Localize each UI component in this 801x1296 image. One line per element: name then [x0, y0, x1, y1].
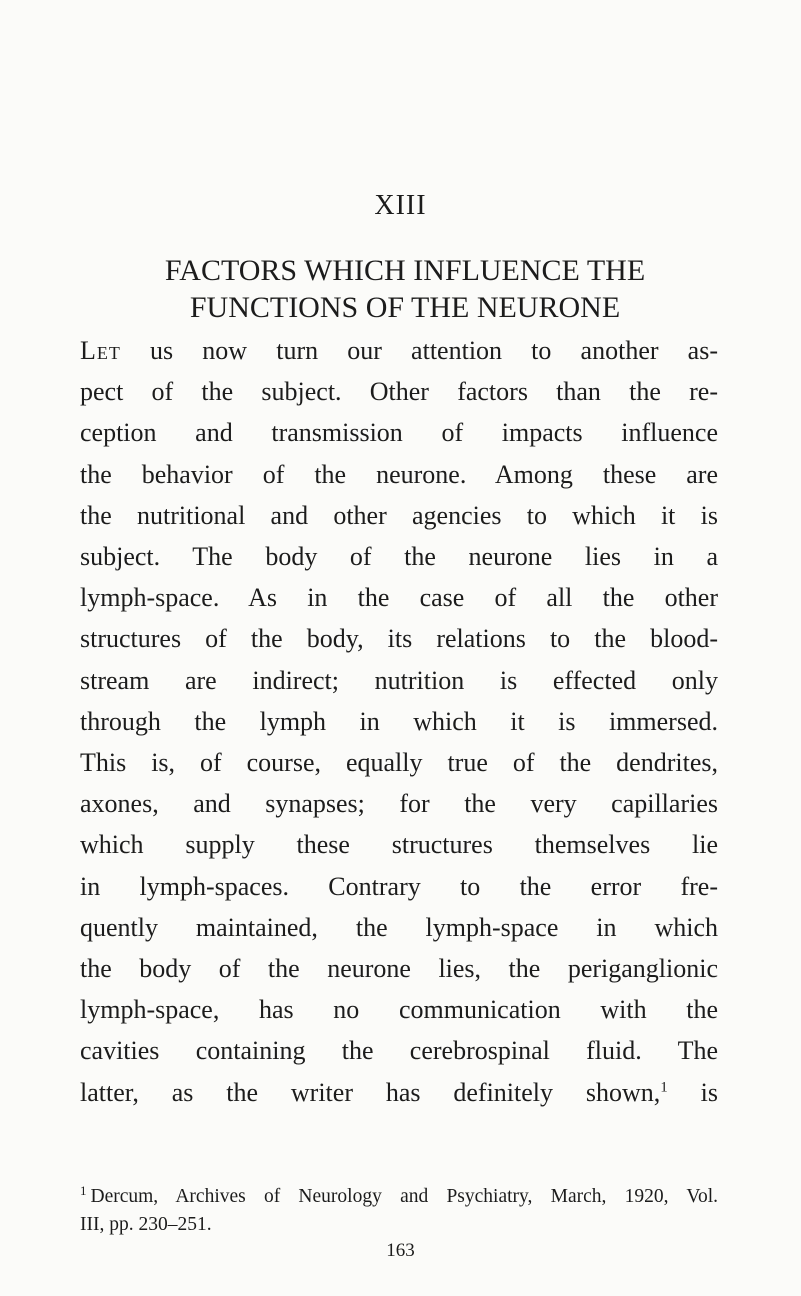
text-line: quently maintained, the lymph-space in which: [80, 912, 718, 942]
text-line: the nutritional and other agencies to which it is: [80, 500, 718, 530]
text-line: Let us now turn our attention to another as-: [80, 336, 718, 365]
text-line: subject. The body of the neurone lies in a: [80, 542, 718, 572]
text-line: This is, of course, equally true of the dendrites,: [80, 748, 718, 778]
footnote-line: $^1$ Dercum, Archives of Neurology and Psychiatry, March, 1920, Vol.: [80, 1182, 718, 1207]
page-number: 163: [386, 1240, 415, 1261]
text-line: in lymph-spaces. Contrary to the error fre-: [80, 871, 718, 901]
text-line: pect of the subject. Other factors than the re-: [80, 377, 718, 407]
text-line: axones, and synapses; for the very capillaries: [80, 789, 718, 819]
text-line: the body of the neurone lies, the periganglionic: [80, 954, 718, 984]
footnote-reference[interactable]: 1: [660, 1079, 668, 1095]
chapter-title: [80, 252, 730, 326]
text-line: which supply these structures themselves lie: [80, 830, 718, 860]
text-line: structures of the body, its relations to the blood-: [80, 624, 718, 654]
text-line: lymph-space. As in the case of all the other: [80, 583, 718, 613]
body-paragraph: [80, 330, 718, 1113]
text-line: the behavior of the neurone. Among these are: [80, 459, 718, 489]
chapter-number: XIII: [374, 190, 427, 221]
footnote-mark: 1: [80, 1182, 87, 1198]
chapter-title-line-1: FACTORS WHICH INFLUENCE THE: [164, 254, 646, 287]
text-line: cavities containing the cerebrospinal fluid. The: [80, 1036, 718, 1066]
lead-word: Let: [80, 336, 121, 365]
text-line: lymph-space, has no communication with the: [80, 995, 718, 1025]
text-line: through the lymph in which it is immersed.: [80, 706, 718, 736]
text-line: ception and transmission of impacts influence: [80, 418, 718, 448]
text-line: latter, as the writer has definitely shown,$^1$ is: [80, 1077, 718, 1107]
footnote-line: III, pp. 230–251.: [80, 1214, 212, 1235]
chapter-title-line-2: FUNCTIONS OF THE NEURONE: [189, 291, 621, 324]
footnote: [80, 1183, 718, 1239]
text-line: stream are indirect; nutrition is effected only: [80, 665, 718, 695]
